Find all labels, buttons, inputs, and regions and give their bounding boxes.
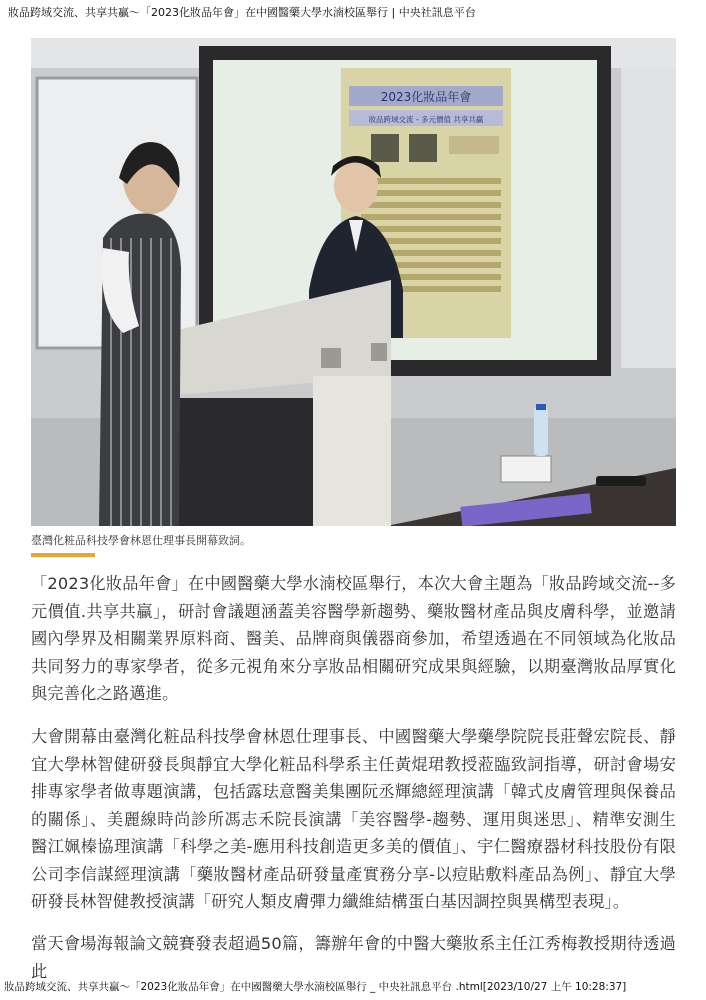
article-paragraph-2: 大會開幕由臺灣化粧品科技學會林恩仕理事長、中國醫藥大學藥學院院長莊聲宏院長、靜宜大學林智健研發長與靜宜大學化粧品科學系主任黃焜珺教授蒞臨致詞指導，研討會場安排專家學者做專題演講，包括露珐意醫美集團阮丞輝總經理演講「韓式皮膚管理與保養品的關係」、美麗線時尚診所馮志禾院長演講「美容醫學-趨勢、運用與迷思」、精準安測生醫江姵榛協理演講「科學之美-應用科技創造更多美的價值」、宇仁醫療器材科技股份有限公司李信謀經理演講「藥妝醫材產品研發量產實務分享-以痘貼敷料產品為例」、靜宜大學研發長林智健教授演講「研究人類皮膚彈力纖維結構蛋白基因調控與異構型表現」。	[31, 727, 676, 911]
page-header-title: 妝品跨域交流、共享共贏～「2023化妝品年會」在中國醫藥大學水湳校區舉行 | 中央社訊息平台	[8, 6, 476, 19]
caption-accent-rule	[31, 553, 95, 557]
article-paragraph-1: 「2023化妝品年會」在中國醫藥大學水湳校區舉行，本次大會主題為「妝品跨域交流--多元價值.共享共贏」，研討會議題涵蓋美容醫學新趨勢、藥妝醫材產品與皮膚科學，並邀請國內學界及相關業界原料商、醫美、品牌商與儀器商參加，希望透過在不同領域為化妝品共同努力的專家學者，從多元視角來分享妝品相關研究成果與經驗，以期臺灣妝品厚實化與完善化之路邁進。	[31, 574, 676, 703]
page-footer: 妝品跨域交流、共享共贏～「2023化妝品年會」在中國醫藥大學水湳校區舉行 _ 中央社訊息平台 .html[2023/10/27 上午 10:28:37]	[4, 981, 627, 993]
slide-subtitle: 妝品跨域交流 - 多元價值 共享共贏	[368, 115, 484, 124]
photo-caption: 臺灣化粧品科技學會林恩仕理事長開幕致詞。	[31, 534, 251, 547]
article-paragraph-3: 當天會場海報論文競賽發表超過50篇，籌辦年會的中醫大藥妝系主任江秀梅教授期待透過此	[31, 934, 676, 981]
slide-title: 2023化妝品年會	[380, 90, 472, 104]
article-photo	[31, 38, 676, 526]
